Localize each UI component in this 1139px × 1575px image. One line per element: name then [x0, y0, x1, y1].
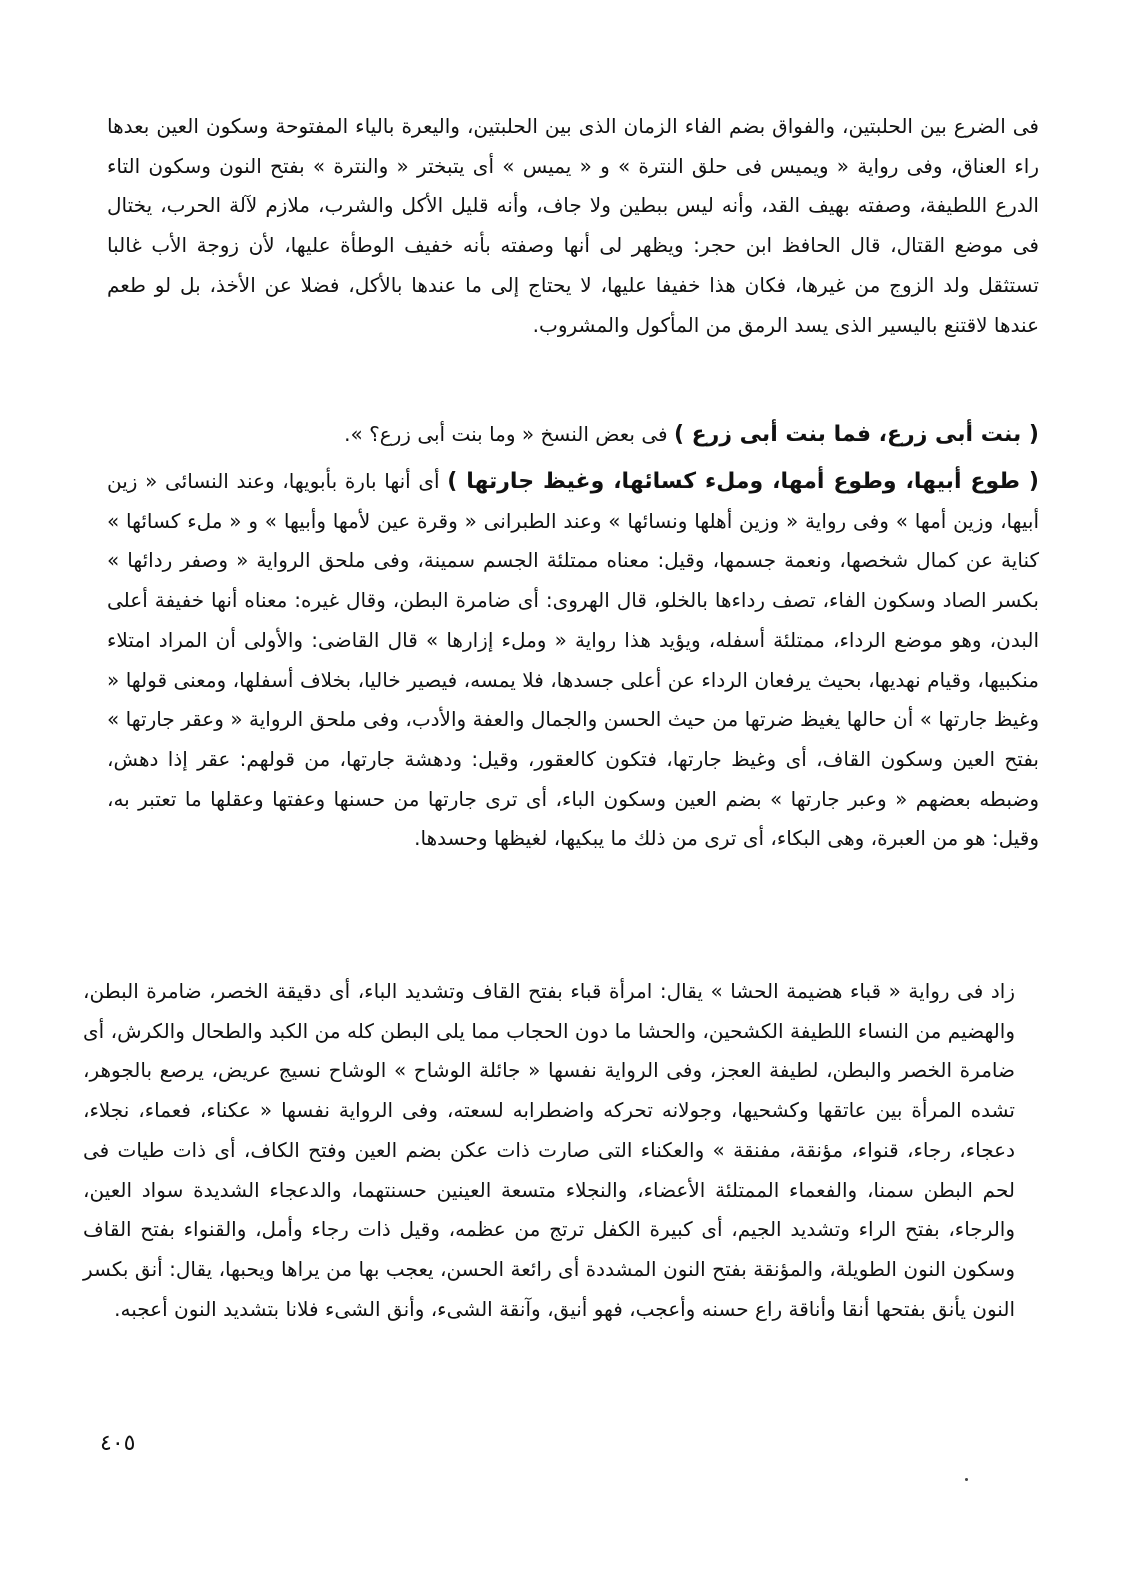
- scan-dot: [965, 1478, 968, 1481]
- page-number: ٤٠٥: [100, 1431, 136, 1456]
- verse-line: [107, 414, 1039, 455]
- paragraph-3: زاد فى رواية « قباء هضيمة الحشا » يقال: امرأة قباء بفتح القاف وتشديد الباء، أى دقيقة الخصر، ضامرة البطن، والهضيم من النساء اللطيفة الكشحين، والحشا ما دون الحجاب مما يلى البطن كله من الكبد والطحال والكرش، أى ضامرة الخصر والبطن، لطيفة العجز، وفى الرواية نفسها « جائلة الوشاح » الوشاح نسيج عريض، يرصع بالجوهر، تشده المرأة بين عاتقها وكشحيها، وجولانه تحركه واضطرابه لسعته، وفى الرواية نفسها « عكناء، فعماء، نجلاء، دعجاء، رجاء، قنواء، مؤنقة، مفنقة » والعكناء التى صارت ذات عكن بضم العين وفتح الكاف، أى ذات طيات فى لحم البطن سمنا، والفعماء الممتلئة الأعضاء، والنجلاء متسعة العينين حسنتهما، والدعجاء الشديدة سواد العين، والرجاء، بفتح الراء وتشديد الجيم، أى كبيرة الكفل ترتج من عظمه، وقيل ذات رجاء وأمل، والقنواء بفتح القاف وسكون النون الطويلة، والمؤنقة بفتح النون المشددة أى رائعة الحسن، يعجب بها من يراها ويحبها، يقال: أنق بكسر النون يأنق بفتحها أنقا وأناقة راع حسنه وأعجب، فهو أنيق، وآنقة الشىء، وأنق الشىء فلانا بتشديد النون أعجبه.: [83, 979, 1015, 1321]
- paragraph-2-bold: ( طوع أبيها، وطوع أمها، وملء كسائها، وغيظ جارتها ): [447, 469, 1039, 494]
- paragraph-2-rest: أى أنها بارة بأبويها، وعند النسائى « زين أبيها، وزين أمها » وفى رواية « وزين أهلها ونسائها » وعند الطبرانى « وقرة عين لأمها وأبيها » و « ملء كسائها » كناية عن كمال شخصها، ونعمة جسمها، وقيل: معناه ممتلئة الجسم سمينة، وفى ملحق الرواية « وصفر ردائها » بكسر الصاد وسكون الفاء، تصف رداءها بالخلو، قال الهروى: أى ضامرة البطن، وقال غيره: معناه أنها خفيفة أعلى البدن، وهو موضع الرداء، ممتلئة أسفله، ويؤيد هذا رواية « وملء إزارها » قال القاضى: والأولى أن المراد امتلاء منكبيها، وقيام نهديها، بحيث يرفعان الرداء عن أعلى جسدها، فلا يمسه، فيصير خاليا، بخلاف أسفلها، ومعنى قولها « وغيظ جارتها » أن حالها يغيظ ضرتها من حيث الحسن والجمال والعفة والأدب، وفى ملحق الرواية « وعقر جارتها » بفتح العين وسكون القاف، أى وغيظ جارتها، فتكون كالعقور، وقيل: ودهشة جارتها، من قولهم: عقر إذا دهش، وضبطه بعضهم « وعبر جارتها » بضم العين وسكون الباء، أى ترى جارتها من حسنها وعفتها وعقلها ما تعتبر به، وقيل: هو من العبرة، وهى البكاء، أى ترى من ذلك ما يبكيها، لغيظها وحسدها.: [107, 469, 1039, 851]
- paragraph-1: فى الضرع بين الحلبتين، والفواق بضم الفاء الزمان الذى بين الحلبتين، واليعرة بالياء المفتوحة وسكون العين بعدها راء العناق، وفى رواية « ويميس فى حلق النترة » و « يميس » أى يتبختر « والنترة » بفتح النون وسكون التاء الدرع اللطيفة، وصفته بهيف القد، وأنه ليس ببطين ولا جاف، وأنه قليل الأكل والشرب، ملازم لآلة الحرب، يختال فى موضع القتال، قال الحافظ ابن حجر: ويظهر لى أنها وصفته بأنه خفيف الوطأة عليها، لأن زوجة الأب غالبا تستثقل ولد الزوج من غيرها، فكان هذا خفيفا عليها، لا يحتاج إلى ما عندها بالأكل، فضلا عن الأخذ، بل لو طعم عندها لاقتنع باليسير الذى يسد الرمق من المأكول والمشروب.: [107, 114, 1039, 337]
- paragraph-2: [107, 462, 1039, 859]
- verse-line-rest: فى بعض النسخ « وما بنت أبى زرع؟ ».: [344, 422, 674, 446]
- verse-line-bold: ( بنت أبى زرع، فما بنت أبى زرع ): [673, 422, 1039, 447]
